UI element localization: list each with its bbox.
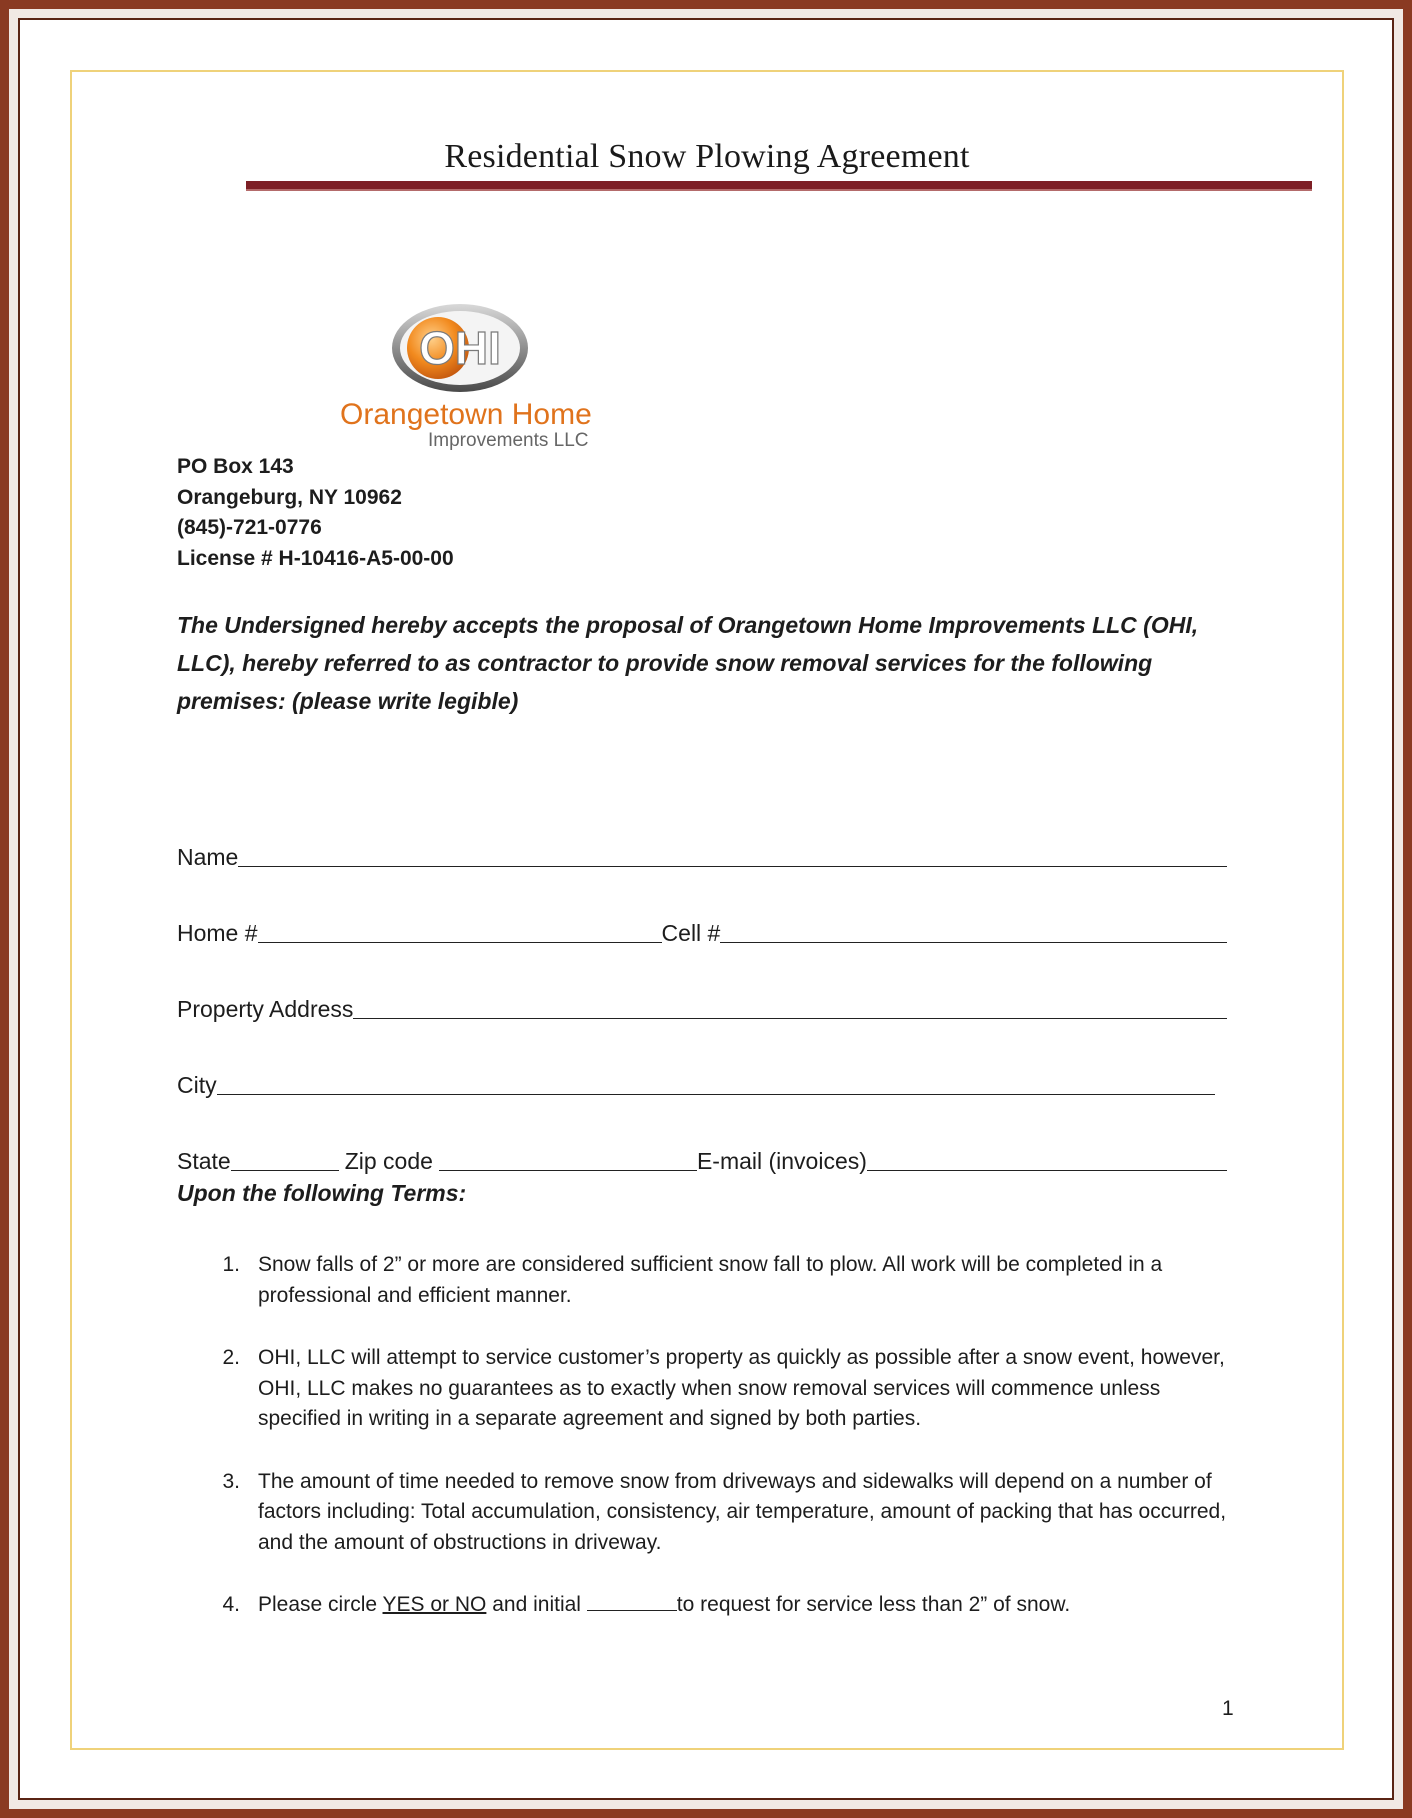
- term-text-pre: Please circle: [258, 1593, 383, 1616]
- name-label: Name: [177, 844, 239, 870]
- term-item: [177, 1250, 1227, 1311]
- page-number: 1: [1222, 1697, 1234, 1720]
- address-po-box: PO Box 143: [177, 455, 294, 478]
- customer-info-form: [177, 795, 1227, 1175]
- city-row: [177, 1023, 1227, 1099]
- company-logo: [334, 298, 614, 458]
- logo-mark: OHI: [419, 322, 501, 374]
- city-label: City: [177, 1072, 217, 1098]
- term-item: [177, 1343, 1227, 1435]
- property-address-label: Property Address: [177, 996, 354, 1022]
- term-number: 1.: [222, 1253, 240, 1276]
- term-text-post: to request for service less than 2” of snow.: [676, 1593, 1071, 1616]
- property-address-field[interactable]: [353, 998, 1227, 1019]
- agreement-intro: The Undersigned hereby accepts the proposal of Orangetown Home Improvements LLC (OHI, LLC), hereby referred to as contractor to provide snow removal services for the following premises: (please write legible): [177, 612, 1199, 714]
- initial-field[interactable]: [587, 1592, 677, 1611]
- property-row: [177, 947, 1227, 1023]
- terms-heading: Upon the following Terms:: [177, 1180, 467, 1206]
- state-label: State: [177, 1148, 231, 1174]
- phone-row: [177, 871, 1227, 947]
- yes-no-choice[interactable]: YES or NO: [382, 1593, 487, 1616]
- name-field[interactable]: [238, 846, 1227, 867]
- address-license: License # H-10416-A5-00-00: [177, 546, 454, 570]
- state-field[interactable]: [231, 1150, 339, 1171]
- home-phone-label: Home #: [177, 920, 258, 946]
- logo-name-line1: Orangetown Home: [340, 398, 592, 431]
- title-divider: [246, 181, 1312, 191]
- home-phone-field[interactable]: [258, 922, 662, 943]
- logo-name-line2: Improvements LLC: [428, 430, 589, 451]
- term-item: [177, 1590, 1227, 1621]
- email-label: E-mail (invoices): [696, 1148, 867, 1174]
- term-number: 4.: [222, 1593, 240, 1616]
- address-phone: (845)-721-0776: [177, 516, 322, 539]
- ohi-logo-icon: [334, 298, 614, 458]
- term-item: [177, 1467, 1227, 1559]
- term-text: [258, 1590, 1227, 1621]
- term-text: The amount of time needed to remove snow from driveways and sidewalks will depend on a number of factors including: Total accumulation, consistency, air temperature, amount of packing that has occurred, and the amount of obstructions in driveway.: [258, 1469, 1227, 1554]
- zip-field[interactable]: [439, 1150, 697, 1171]
- terms-list: [177, 1250, 1227, 1653]
- state-zip-email-row: [177, 1099, 1227, 1175]
- address-city: Orangeburg, NY 10962: [177, 485, 402, 509]
- name-row: [177, 795, 1227, 871]
- company-address: [177, 452, 454, 574]
- cell-phone-field[interactable]: [720, 922, 1227, 943]
- document-title: Residential Snow Plowing Agreement: [444, 138, 970, 175]
- term-text-mid: and initial: [486, 1593, 587, 1616]
- zip-label: Zip code: [344, 1148, 433, 1174]
- email-field[interactable]: [867, 1150, 1227, 1171]
- term-text: Snow falls of 2” or more are considered sufficient snow fall to plow. All work will be completed in a professional and efficient manner.: [258, 1253, 1163, 1307]
- city-field[interactable]: [217, 1074, 1215, 1095]
- term-number: 2.: [222, 1346, 240, 1369]
- term-number: 3.: [222, 1469, 240, 1493]
- term-text: OHI, LLC will attempt to service customer’s property as quickly as possible after a snow event, however, OHI, LLC makes no guarantees as to exactly when snow removal services will commence unless specified in writing in a separate agreement and signed by both parties.: [258, 1346, 1225, 1430]
- cell-phone-label: Cell #: [661, 920, 721, 946]
